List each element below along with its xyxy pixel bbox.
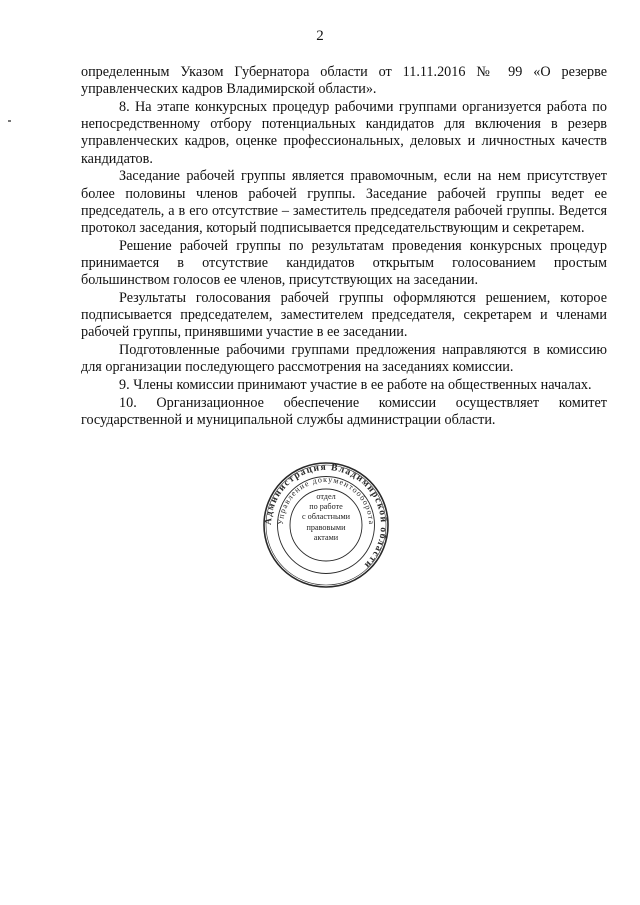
paragraph-proposals: Подготовленные рабочими группами предложения направляются в комиссию для организации последующего рассмотрения на заседаниях комиссии. [81,342,607,376]
stamp-inner-text: Управление документооборота [275,474,377,526]
paragraph-item-8: 8. На этапе конкурсных процедур рабочими группами организуется работа по непосредственному отбору потенциальных кандидатов для включения в резерв управленческих кадров, оценке профессиональных, деловых и личностных качеств кандидатов. [81,99,607,167]
stamp-center-text [295,492,357,543]
paragraph-voting-results: Результаты голосования рабочей группы оформляются решением, которое подписывается председателем, заместителем председателя, секретарем и членами рабочей группы, принявшими участие в ее заседании. [81,290,607,341]
paragraph-quorum: Заседание рабочей группы является правомочным, если на нем присутствует более половины членов рабочей группы. Заседание рабочей группы ведет ее председатель, а в его отсутствие – заместитель председателя рабочей группы. Ведется протокол заседания, который подписывается председательствующим и секретарем. [81,168,607,237]
document-body [81,64,607,429]
paragraph-item-10: 10. Организационное обеспечение комиссии осуществляет комитет государственной и муниципальной службы администрации области. [81,395,607,429]
paragraph-item-9: 9. Члены комиссии принимают участие в ее работе на общественных началах. [119,377,592,394]
stamp-line: с областными [301,512,351,522]
margin-mark [8,120,11,122]
stamp-line: актами [313,532,339,542]
stamp-line: правовыми [306,522,346,532]
page-number: 2 [316,28,324,44]
stamp-line: отдел [316,492,336,501]
paragraph-decision: Решение рабочей группы по результатам проведения конкурсных процедур принимается в отсутствие кандидатов открытым голосованием простым большинством голосов ее членов, присутствующих на заседании. [81,237,607,289]
stamp-line: по работе [309,502,343,512]
official-stamp [262,461,390,589]
paragraph-continuation: определенным Указом Губернатора области от 11.11.2016 № 99 «О резерве управленческих кадров Владимирской области». [81,64,607,98]
stamp-outer-text: Администрация Владимирской области [262,461,390,572]
